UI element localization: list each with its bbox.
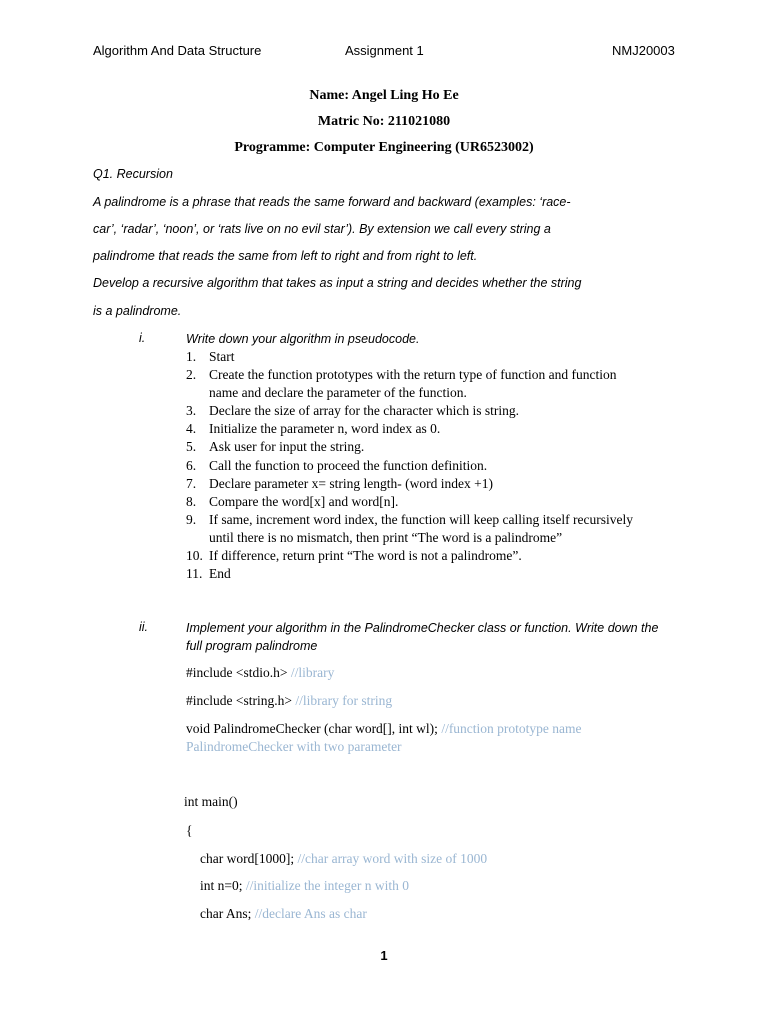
matric-number: Matric No: 211021080 bbox=[317, 114, 451, 129]
code-line: int n=0; //initialize the integer n with 0 bbox=[200, 878, 409, 893]
code-comment: //char array word with size of 1000 bbox=[297, 851, 488, 866]
code-comment: //library bbox=[290, 665, 335, 680]
code-line: { bbox=[186, 823, 193, 838]
header-course: Algorithm And Data Structure bbox=[93, 43, 262, 58]
code-comment: //library for string bbox=[295, 693, 393, 708]
question-text-line: A palindrome is a phrase that reads the same forward and backward (examples: ‘race- bbox=[93, 195, 571, 209]
code-line: char Ans; //declare Ans as char bbox=[200, 906, 367, 921]
part-ii-numeral: ii. bbox=[139, 620, 149, 634]
code-line: #include <string.h> //library for string bbox=[186, 693, 393, 708]
pseudocode-step: 3. Declare the size of array for the character which is string. bbox=[186, 403, 519, 419]
code-line: #include <stdio.h> //library bbox=[186, 665, 335, 680]
pseudocode-steps bbox=[186, 348, 646, 583]
question-title: Q1. Recursion bbox=[93, 167, 173, 181]
header-code: NMJ20003 bbox=[612, 43, 675, 58]
code-line: void PalindromeChecker (char word[], int wl); //function prototype name PalindromeChecker with two parameter bbox=[186, 721, 582, 754]
header-assignment: Assignment 1 bbox=[345, 43, 424, 58]
page-number: 1 bbox=[380, 948, 388, 963]
pseudocode-step: 4. Initialize the parameter n, word index as 0. bbox=[186, 421, 441, 437]
pseudocode-step: 11. End bbox=[186, 566, 231, 582]
code-comment: //declare Ans as char bbox=[254, 906, 367, 921]
question-text-line: is a palindrome. bbox=[93, 304, 182, 318]
pseudocode-step: 6. Call the function to proceed the function definition. bbox=[186, 457, 488, 473]
part-i-numeral: i. bbox=[139, 331, 146, 345]
pseudocode-step: 5. Ask user for input the string. bbox=[186, 439, 365, 455]
programme: Programme: Computer Engineering (UR6523002) bbox=[234, 140, 534, 155]
pseudocode-step: 1. Start bbox=[186, 349, 235, 364]
question-text-line: car’, ‘radar’, ‘noon’, or ‘rats live on no evil star’). By extension we call every string a bbox=[93, 222, 551, 236]
pseudocode-step: 9. If same, increment word index, the function will keep calling itself recursively until there is no mismatch, then print “The word is a palindrome” bbox=[186, 511, 633, 545]
question-text-line: Develop a recursive algorithm that takes as input a string and decides whether the string bbox=[93, 276, 582, 290]
pseudocode-step: 10. If difference, return print “The word is not a palindrome”. bbox=[186, 548, 522, 564]
code-line: char word[1000]; //char array word with size of 1000 bbox=[200, 851, 488, 866]
code-comment: //initialize the integer n with 0 bbox=[245, 878, 409, 893]
code-comment: //function prototype name PalindromeChecker with two parameter bbox=[186, 721, 582, 754]
question-text-line: palindrome that reads the same from left to right and from right to left. bbox=[93, 249, 478, 263]
pseudocode-step: 7. Declare parameter x= string length- (word index +1) bbox=[186, 475, 493, 491]
student-name: Name: Angel Ling Ho Ee bbox=[309, 88, 459, 103]
part-i-prompt: Write down your algorithm in pseudocode. bbox=[186, 332, 420, 346]
pseudocode-step: 8. Compare the word[x] and word[n]. bbox=[186, 493, 399, 509]
pseudocode-step: 2. Create the function prototypes with the return type of function and function name and declare the parameter of the function. bbox=[186, 367, 617, 401]
part-ii-prompt: Implement your algorithm in the PalindromeChecker class or function. Write down the full program palindrome bbox=[186, 621, 659, 653]
code-line: int main() bbox=[184, 794, 238, 809]
